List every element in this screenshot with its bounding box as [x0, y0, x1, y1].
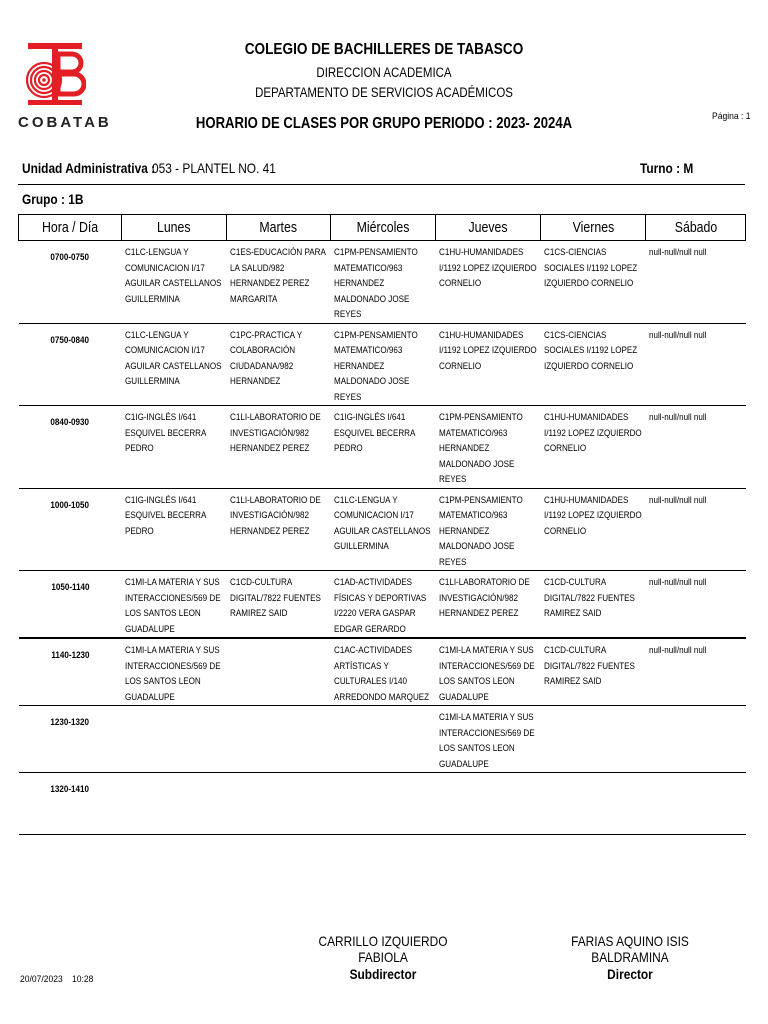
class-cell — [541, 773, 646, 835]
hora-cell: 0840-0930 — [19, 406, 122, 489]
class-cell — [646, 706, 746, 773]
header-viernes: Viernes — [541, 215, 646, 241]
class-cell: C1LI-LABORATORIO DE INVESTIGACIÓN/982 HERNANDEZ PEREZ — [227, 488, 331, 571]
hora-cell: 1140-1230 — [19, 638, 122, 706]
class-cell: null-null/null null — [646, 571, 746, 639]
class-cell — [436, 773, 541, 835]
header-hora: Hora / Día — [19, 215, 122, 241]
class-cell: C1CD-CULTURA DIGITAL/7822 FUENTES RAMIREZ SAID — [541, 571, 646, 639]
subdirector-name: CARRILLO IZQUIERDO FABIOLA — [318, 933, 448, 965]
hora-cell: 1000-1050 — [19, 488, 122, 571]
director-role: Director — [607, 966, 653, 982]
class-cell: C1PM-PENSAMIENTO MATEMATICO/963 HERNANDEZ MALDONADO JOSE REYES — [436, 406, 541, 489]
class-cell: C1LC-LENGUA Y COMUNICACION I/17 AGUILAR CASTELLANOS GUILLERMINA — [331, 488, 436, 571]
subdirector-role: Subdirector — [349, 966, 417, 982]
document-title: HORARIO DE CLASES POR GRUPO PERIODO : 2023- 2024A — [195, 115, 573, 132]
header-jueves: Jueves — [436, 215, 541, 241]
grupo-label: Grupo : 1B — [22, 191, 84, 207]
header-miercoles: Miércoles — [331, 215, 436, 241]
direction-name: DIRECCION ACADEMICA — [316, 65, 452, 80]
class-cell: C1MI-LA MATERIA Y SUS INTERACCIONES/569 DE LOS SANTOS LEON GUADALUPE — [436, 638, 541, 706]
class-cell: C1LI-LABORATORIO DE INVESTIGACIÓN/982 HERNANDEZ PEREZ — [436, 571, 541, 639]
class-cell: C1AC-ACTIVIDADES ARTÍSTICAS Y CULTURALES I/140 ARREDONDO MARQUEZ — [331, 638, 436, 706]
header-sabado: Sábado — [646, 215, 746, 241]
class-cell: C1MI-LA MATERIA Y SUS INTERACCIONES/569 DE LOS SANTOS LEON GUADALUPE — [122, 571, 227, 639]
class-cell: null-null/null null — [646, 406, 746, 489]
class-cell: C1HU-HUMANIDADES I/1192 LOPEZ IZQUIERDO CORNELIO — [541, 488, 646, 571]
class-cell — [227, 773, 331, 835]
class-cell — [122, 773, 227, 835]
class-cell: C1IG-INGLÉS I/641 ESQUIVEL BECERRA PEDRO — [122, 488, 227, 571]
unidad-row — [22, 160, 747, 182]
hora-cell: 1050-1140 — [19, 571, 122, 639]
table-row — [19, 488, 746, 571]
class-cell — [227, 706, 331, 773]
table-row — [19, 638, 746, 706]
header-lunes: Lunes — [122, 215, 227, 241]
print-date: 20/07/2023 — [20, 974, 63, 985]
table-row — [19, 571, 746, 639]
class-cell: C1HU-HUMANIDADES I/1192 LOPEZ IZQUIERDO CORNELIO — [541, 406, 646, 489]
class-cell: C1LC-LENGUA Y COMUNICACION I/17 AGUILAR CASTELLANOS GUILLERMINA — [122, 241, 227, 324]
unidad-label: Unidad Administrativa : — [22, 160, 156, 176]
class-cell: C1ES-EDUCACIÓN PARA LA SALUD/982 HERNANDEZ PEREZ MARGARITA — [227, 241, 331, 324]
table-row — [19, 323, 746, 406]
class-cell: C1CD-CULTURA DIGITAL/7822 FUENTES RAMIREZ SAID — [541, 638, 646, 706]
class-cell: C1AD-ACTIVIDADES FÍSICAS Y DEPORTIVAS I/2220 VERA GASPAR EDGAR GERARDO — [331, 571, 436, 639]
class-cell: C1PM-PENSAMIENTO MATEMATICO/963 HERNANDEZ MALDONADO JOSE REYES — [436, 488, 541, 571]
table-header-row — [19, 215, 746, 241]
class-cell: C1HU-HUMANIDADES I/1192 LOPEZ IZQUIERDO CORNELIO — [436, 241, 541, 324]
divider — [18, 184, 745, 185]
class-cell: C1IG-INGLÉS I/641 ESQUIVEL BECERRA PEDRO — [122, 406, 227, 489]
print-time: 10:28 — [72, 974, 94, 985]
header-martes: Martes — [227, 215, 331, 241]
hora-cell: 0750-0840 — [19, 323, 122, 406]
class-cell: C1MI-LA MATERIA Y SUS INTERACCIONES/569 DE LOS SANTOS LEON GUADALUPE — [436, 706, 541, 773]
class-cell: null-null/null null — [646, 638, 746, 706]
class-cell: C1LI-LABORATORIO DE INVESTIGACIÓN/982 HERNANDEZ PEREZ — [227, 406, 331, 489]
class-cell — [541, 706, 646, 773]
class-cell: C1HU-HUMANIDADES I/1192 LOPEZ IZQUIERDO CORNELIO — [436, 323, 541, 406]
hora-cell: 1230-1320 — [19, 706, 122, 773]
director-name: FARIAS AQUINO ISIS BALDRAMINA — [571, 933, 689, 965]
schedule-table — [18, 214, 746, 835]
table-row — [19, 706, 746, 773]
class-cell: C1PM-PENSAMIENTO MATEMATICO/963 HERNANDEZ MALDONADO JOSE REYES — [331, 323, 436, 406]
class-cell: null-null/null null — [646, 323, 746, 406]
table-row — [19, 773, 746, 835]
table-row — [19, 241, 746, 324]
class-cell: C1LC-LENGUA Y COMUNICACION I/17 AGUILAR CASTELLANOS GUILLERMINA — [122, 323, 227, 406]
class-cell: C1CD-CULTURA DIGITAL/7822 FUENTES RAMIREZ SAID — [227, 571, 331, 639]
class-cell: C1CS-CIENCIAS SOCIALES I/1192 LOPEZ IZQUIERDO CORNELIO — [541, 241, 646, 324]
class-cell — [122, 706, 227, 773]
class-cell: null-null/null null — [646, 488, 746, 571]
class-cell — [646, 773, 746, 835]
class-cell: C1PM-PENSAMIENTO MATEMATICO/963 HERNANDEZ MALDONADO JOSE REYES — [331, 241, 436, 324]
class-cell — [331, 706, 436, 773]
class-cell: C1MI-LA MATERIA Y SUS INTERACCIONES/569 DE LOS SANTOS LEON GUADALUPE — [122, 638, 227, 706]
page-number: Página : 1 — [712, 111, 751, 122]
hora-cell: 0700-0750 — [19, 241, 122, 324]
unidad-value: 053 - PLANTEL NO. 41 — [152, 160, 276, 176]
class-cell: C1IG-INGLÉS I/641 ESQUIVEL BECERRA PEDRO — [331, 406, 436, 489]
logo-text: COBATAB — [18, 114, 112, 131]
turno-label: Turno : M — [640, 160, 694, 176]
department-name: DEPARTAMENTO DE SERVICIOS ACADÉMICOS — [255, 85, 513, 100]
hora-cell: 1320-1410 — [19, 773, 122, 835]
class-cell — [227, 638, 331, 706]
table-row — [19, 406, 746, 489]
class-cell: null-null/null null — [646, 241, 746, 324]
school-name: COLEGIO DE BACHILLERES DE TABASCO — [244, 41, 524, 58]
class-cell: C1CS-CIENCIAS SOCIALES I/1192 LOPEZ IZQUIERDO CORNELIO — [541, 323, 646, 406]
class-cell — [331, 773, 436, 835]
class-cell: C1PC-PRACTICA Y COLABORACIÓN CIUDADANA/982 HERNANDEZ — [227, 323, 331, 406]
